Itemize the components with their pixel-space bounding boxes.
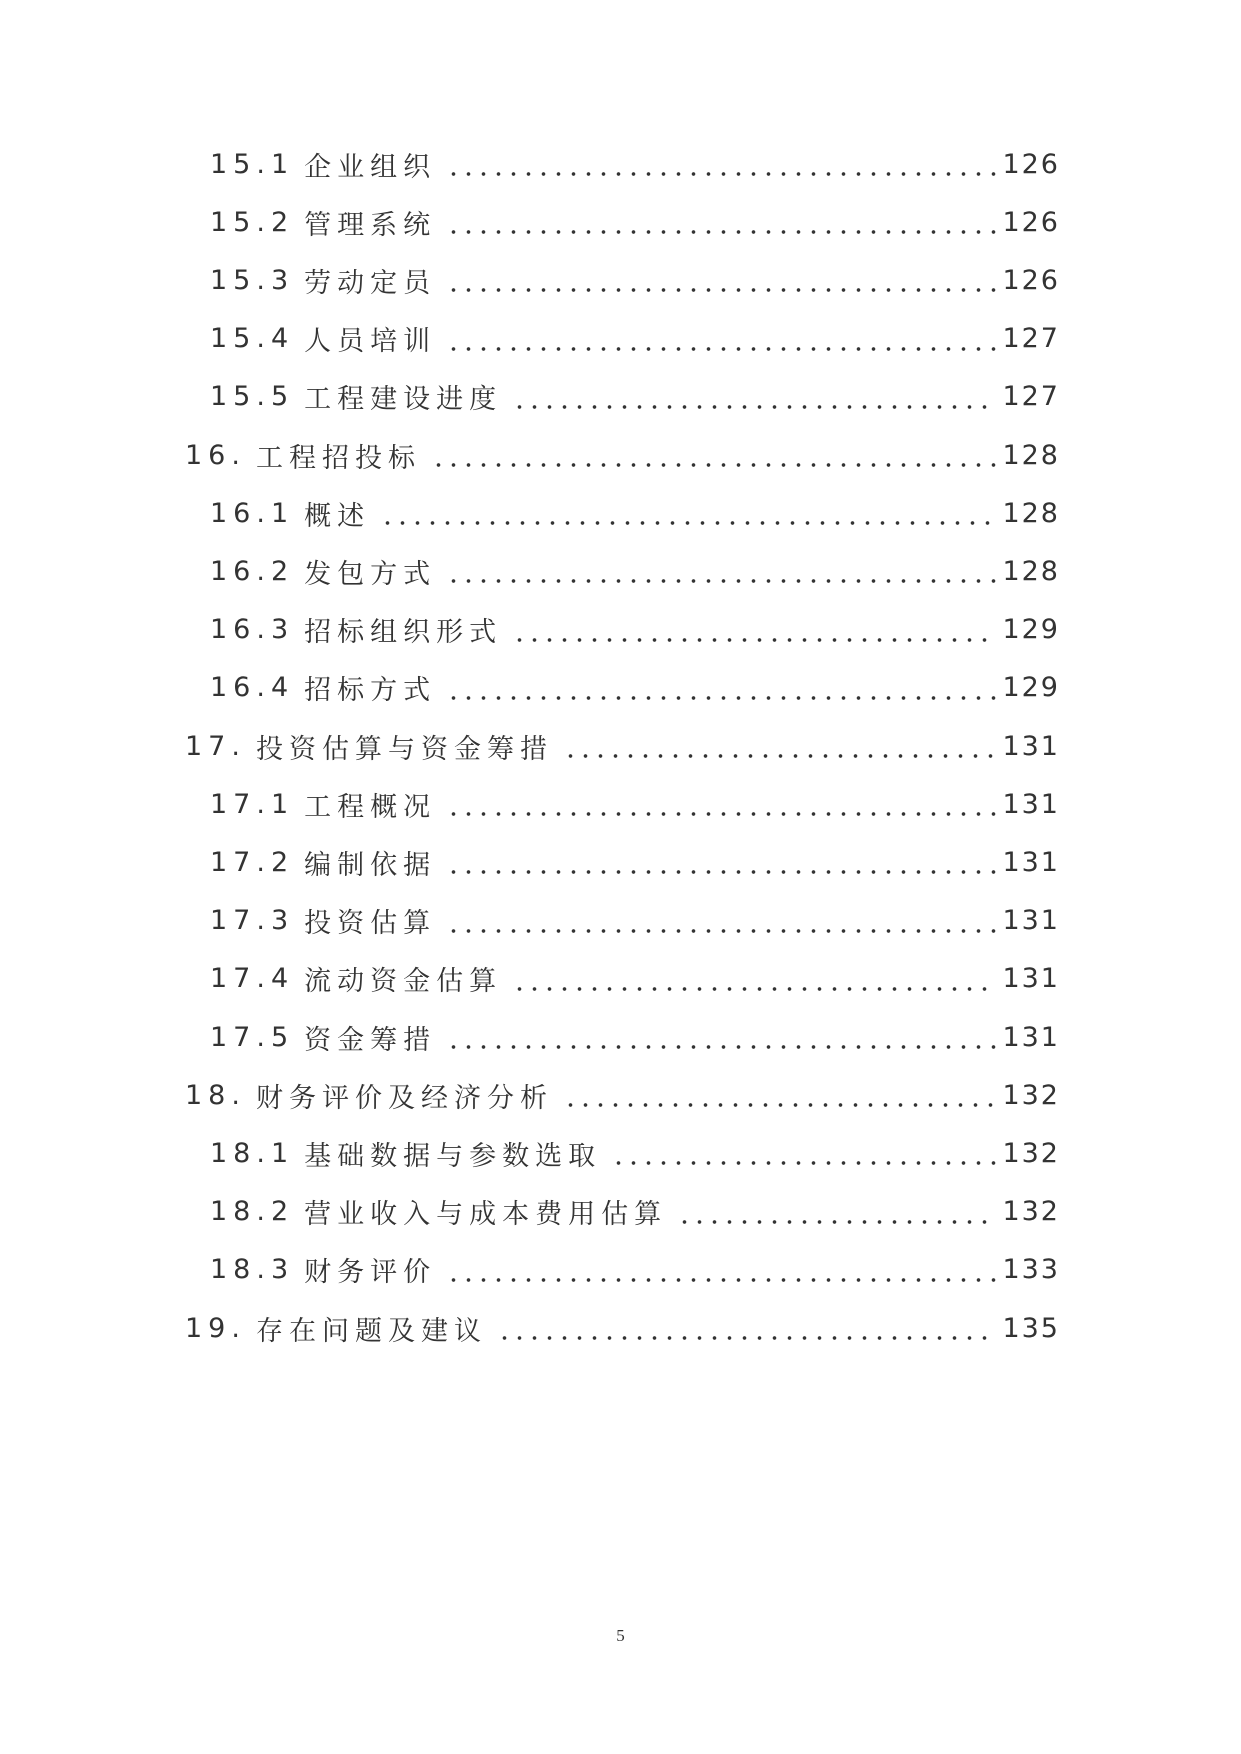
toc-entry-title: 人员培训 [304, 326, 437, 358]
toc-entry[interactable] [210, 493, 1060, 533]
toc-entry[interactable] [210, 551, 1060, 591]
toc-entry[interactable] [210, 842, 1060, 882]
toc-entry-number: 16.4 [210, 672, 295, 704]
toc-entry-page-number: 127 [1002, 323, 1060, 355]
toc-entry-title: 财务评价 [304, 1257, 437, 1289]
toc-entry-title: 概述 [304, 500, 371, 532]
toc-entry-number: 18. [185, 1079, 246, 1111]
toc-entry-number: 18.2 [210, 1196, 295, 1228]
toc-entry-title: 流动资金估算 [304, 966, 503, 998]
toc-entry-title: 管理系统 [304, 209, 437, 241]
toc-entry-page-number: 126 [1002, 264, 1060, 296]
toc-entry-page-number: 126 [1002, 148, 1060, 180]
toc-entry-number: 16. [185, 439, 246, 471]
toc-entry-title: 财务评价及经济分析 [255, 1082, 553, 1114]
toc-entry[interactable] [210, 901, 1060, 941]
toc-entry[interactable] [210, 1192, 1060, 1232]
toc-dot-leader [512, 610, 996, 650]
toc-entry-page-number: 131 [1002, 963, 1060, 995]
toc-dot-leader [497, 1308, 997, 1348]
toc-dot-leader [563, 1075, 997, 1115]
toc-entry[interactable] [210, 959, 1060, 999]
toc-dot-leader [446, 668, 996, 708]
toc-entry[interactable] [210, 1017, 1060, 1057]
toc-entry-number: 16.3 [210, 614, 295, 646]
toc-entry-number: 15.5 [210, 381, 295, 413]
toc-entry-title: 工程招投标 [255, 442, 421, 474]
toc-entry[interactable] [210, 1250, 1060, 1290]
toc-entry-number: 18.1 [210, 1137, 295, 1169]
toc-entry[interactable] [210, 144, 1060, 184]
toc-entry-number: 15.1 [210, 148, 295, 180]
toc-entry-number: 19. [185, 1312, 246, 1344]
toc-entry-page-number: 132 [1002, 1196, 1060, 1228]
toc-entry[interactable] [210, 377, 1060, 417]
toc-entry-title: 工程建设进度 [304, 384, 503, 416]
toc-entry[interactable] [210, 260, 1060, 300]
toc-dot-leader [446, 784, 996, 824]
toc-entry-page-number: 126 [1002, 206, 1060, 238]
toc-entry-page-number: 133 [1002, 1254, 1060, 1286]
toc-entry-title: 营业收入与成本费用估算 [304, 1199, 668, 1231]
toc-entry[interactable] [210, 610, 1060, 650]
toc-entry-page-number: 132 [1002, 1079, 1060, 1111]
toc-dot-leader [446, 260, 996, 300]
toc-dot-leader [446, 144, 996, 184]
toc-entry-title: 企业组织 [304, 151, 437, 183]
toc-dot-leader [446, 319, 996, 359]
toc-entry-title: 招标组织形式 [304, 617, 503, 649]
toc-entry[interactable] [185, 726, 1060, 766]
toc-entry-number: 17.2 [210, 846, 295, 878]
toc-entry-number: 17.3 [210, 905, 295, 937]
toc-entry-page-number: 128 [1002, 497, 1060, 529]
toc-entry-number: 16.2 [210, 555, 295, 587]
toc-entry-number: 15.3 [210, 264, 295, 296]
toc-entry-page-number: 128 [1002, 439, 1060, 471]
toc-entry-page-number: 135 [1002, 1312, 1060, 1344]
toc-entry-title: 发包方式 [304, 558, 437, 590]
toc-entry-title: 存在问题及建议 [255, 1315, 487, 1347]
toc-entry[interactable] [210, 1133, 1060, 1173]
toc-entry-number: 17. [185, 730, 246, 762]
toc-entry-number: 16.1 [210, 497, 295, 529]
toc-entry-title: 基础数据与参数选取 [304, 1140, 602, 1172]
toc-dot-leader [446, 1250, 996, 1290]
toc-entry-title: 劳动定员 [304, 267, 437, 299]
toc-entry-title: 资金筹措 [304, 1024, 437, 1056]
toc-entry-page-number: 131 [1002, 730, 1060, 762]
toc-entry[interactable] [210, 784, 1060, 824]
toc-entry-page-number: 131 [1002, 905, 1060, 937]
toc-entry-page-number: 129 [1002, 614, 1060, 646]
toc-entry-page-number: 131 [1002, 846, 1060, 878]
toc-entry-page-number: 132 [1002, 1137, 1060, 1169]
toc-dot-leader [446, 1017, 996, 1057]
toc-entry-number: 15.4 [210, 323, 295, 355]
toc-entry-page-number: 128 [1002, 555, 1060, 587]
toc-dot-leader [677, 1192, 996, 1232]
toc-dot-leader [446, 901, 996, 941]
toc-entry[interactable] [185, 1308, 1060, 1348]
toc-dot-leader [611, 1133, 996, 1173]
toc-entry[interactable] [185, 1075, 1060, 1115]
toc-entry[interactable] [210, 319, 1060, 359]
toc-entry[interactable] [210, 202, 1060, 242]
toc-entry-title: 投资估算 [304, 908, 437, 940]
toc-entry-number: 18.3 [210, 1254, 295, 1286]
toc-entry[interactable] [185, 435, 1060, 475]
toc-entry-title: 工程概况 [304, 791, 437, 823]
toc-dot-leader [446, 551, 996, 591]
toc-dot-leader [446, 842, 996, 882]
page-number: 5 [616, 1626, 625, 1645]
toc-dot-leader [431, 435, 997, 475]
toc-entry-title: 编制依据 [304, 849, 437, 881]
toc-entry-number: 15.2 [210, 206, 295, 238]
toc-entry-title: 投资估算与资金筹措 [255, 733, 553, 765]
toc-dot-leader [563, 726, 997, 766]
toc-entry-number: 17.4 [210, 963, 295, 995]
toc-entry-number: 17.5 [210, 1021, 295, 1053]
toc-dot-leader [380, 493, 996, 533]
toc-entry-title: 招标方式 [304, 675, 437, 707]
toc-dot-leader [512, 377, 996, 417]
toc-entry-page-number: 129 [1002, 672, 1060, 704]
toc-dot-leader [446, 202, 996, 242]
toc-entry-page-number: 131 [1002, 1021, 1060, 1053]
toc-entry-number: 17.1 [210, 788, 295, 820]
toc-entry-page-number: 127 [1002, 381, 1060, 413]
toc-dot-leader [512, 959, 996, 999]
toc-entry[interactable] [210, 668, 1060, 708]
toc-entry-page-number: 131 [1002, 788, 1060, 820]
